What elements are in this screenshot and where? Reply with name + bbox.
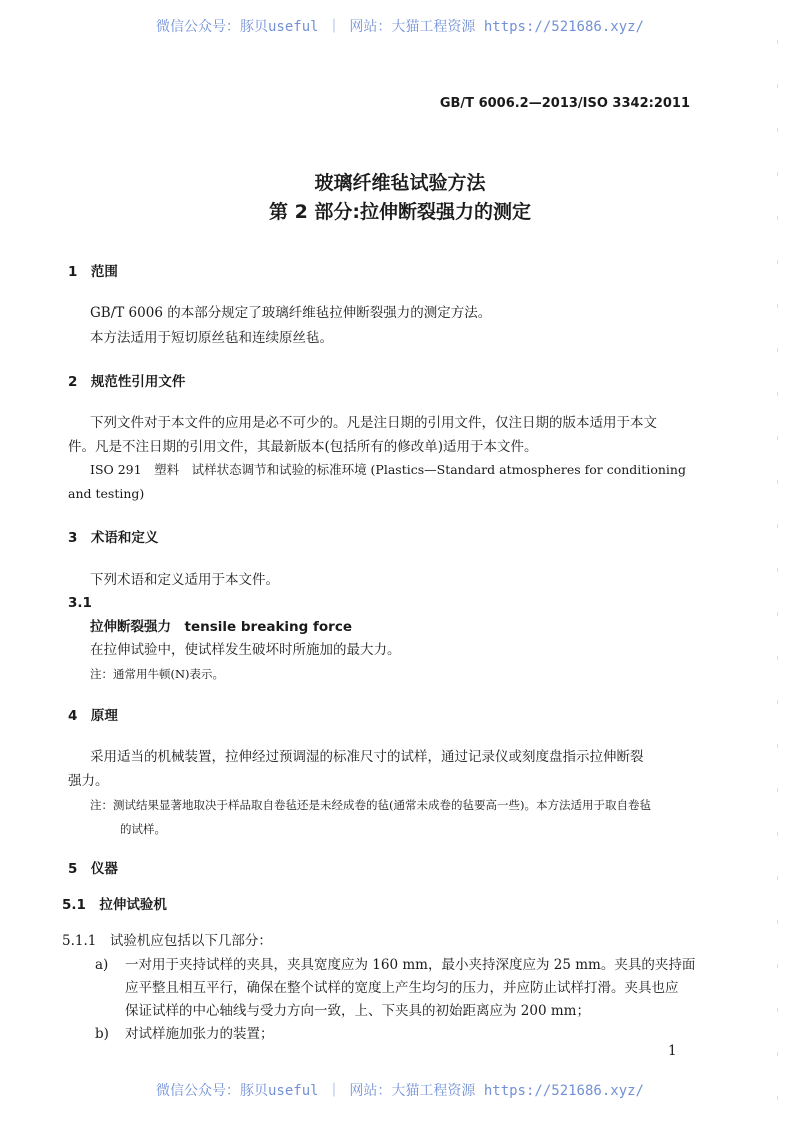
watermark-top[interactable]: 微信公众号：豚贝useful ｜ 网站：大猫工程资源 https://521686.xyz/: [155, 19, 644, 35]
note: 注：通常用牛顿(N)表示。: [90, 667, 225, 681]
reference: and testing): [68, 486, 145, 501]
section-3-heading: 3 术语和定义: [68, 530, 159, 546]
paragraph: 件。凡是不注日期的引用文件，其最新版本(包括所有的修改单)适用于本文件。: [68, 439, 538, 455]
note: 的试样。: [120, 822, 166, 836]
list-item: 保证试样的中心轴线与受力方向一致，上、下夹具的初始距离应为 200 mm；: [125, 1003, 590, 1019]
list-item: 应平整且相互平行，确保在整个试样的宽度上产生均匀的压力，并应防止试样打滑。夹具也应: [125, 980, 679, 996]
watermark-bottom[interactable]: 微信公众号：豚贝useful ｜ 网站：大猫工程资源 https://521686.xyz/: [155, 1083, 644, 1099]
title-line-1: 玻璃纤维毡试验方法: [314, 172, 486, 194]
section-5-heading: 5 仪器: [68, 861, 118, 877]
paragraph: 本方法适用于短切原丝毡和连续原丝毡。: [90, 330, 333, 346]
paragraph: 下列术语和定义适用于本文件。: [90, 572, 279, 588]
title-line-2: 第 2 部分:拉伸断裂强力的测定: [268, 201, 532, 223]
section-2-heading: 2 规范性引用文件: [68, 374, 186, 390]
list-item: 一对用于夹持试样的夹具，夹具宽度应为 160 mm，最小夹持深度应为 25 mm。夹具的夹持面: [125, 957, 696, 973]
reference: ISO 291 塑料 试样状态调节和试验的标准环境 (Plastics—Standard atmospheres for conditioning: [90, 462, 686, 477]
subsection-heading: 5.1 拉伸试验机: [62, 897, 167, 913]
page-number: 1: [668, 1043, 677, 1059]
section-1-heading: 1 范围: [68, 264, 118, 280]
paragraph: 采用适当的机械装置，拉伸经过预调湿的标准尺寸的试样，通过记录仪或刻度盘指示拉伸断裂: [90, 749, 644, 765]
paragraph: 下列文件对于本文件的应用是必不可少的。凡是注日期的引用文件，仅注日期的版本适用于本文: [90, 415, 657, 431]
term-number: 3.1: [68, 595, 92, 611]
note: 注：测试结果显著地取决于样品取自卷毡还是未经成卷的毡(通常未成卷的毡要高一些)。本方法适用于取自卷毡: [90, 798, 651, 812]
term: 拉伸断裂强力 tensile breaking force: [90, 619, 352, 635]
scan-edge: [777, 0, 778, 1131]
section-4-heading: 4 原理: [68, 708, 118, 724]
definition: 在拉伸试验中，使试样发生破坏时所施加的最大力。: [90, 642, 401, 658]
list-label: b): [95, 1026, 109, 1042]
list-label: a): [95, 957, 109, 973]
standard-number: GB/T 6006.2—2013/ISO 3342:2011: [439, 96, 690, 111]
clause: 5.1.1 试验机应包括以下几部分：: [62, 933, 272, 949]
paragraph: GB/T 6006 的本部分规定了玻璃纤维毡拉伸断裂强力的测定方法。: [90, 305, 492, 321]
list-item: 对试样施加张力的装置；: [125, 1026, 274, 1042]
paragraph: 强力。: [68, 773, 109, 789]
